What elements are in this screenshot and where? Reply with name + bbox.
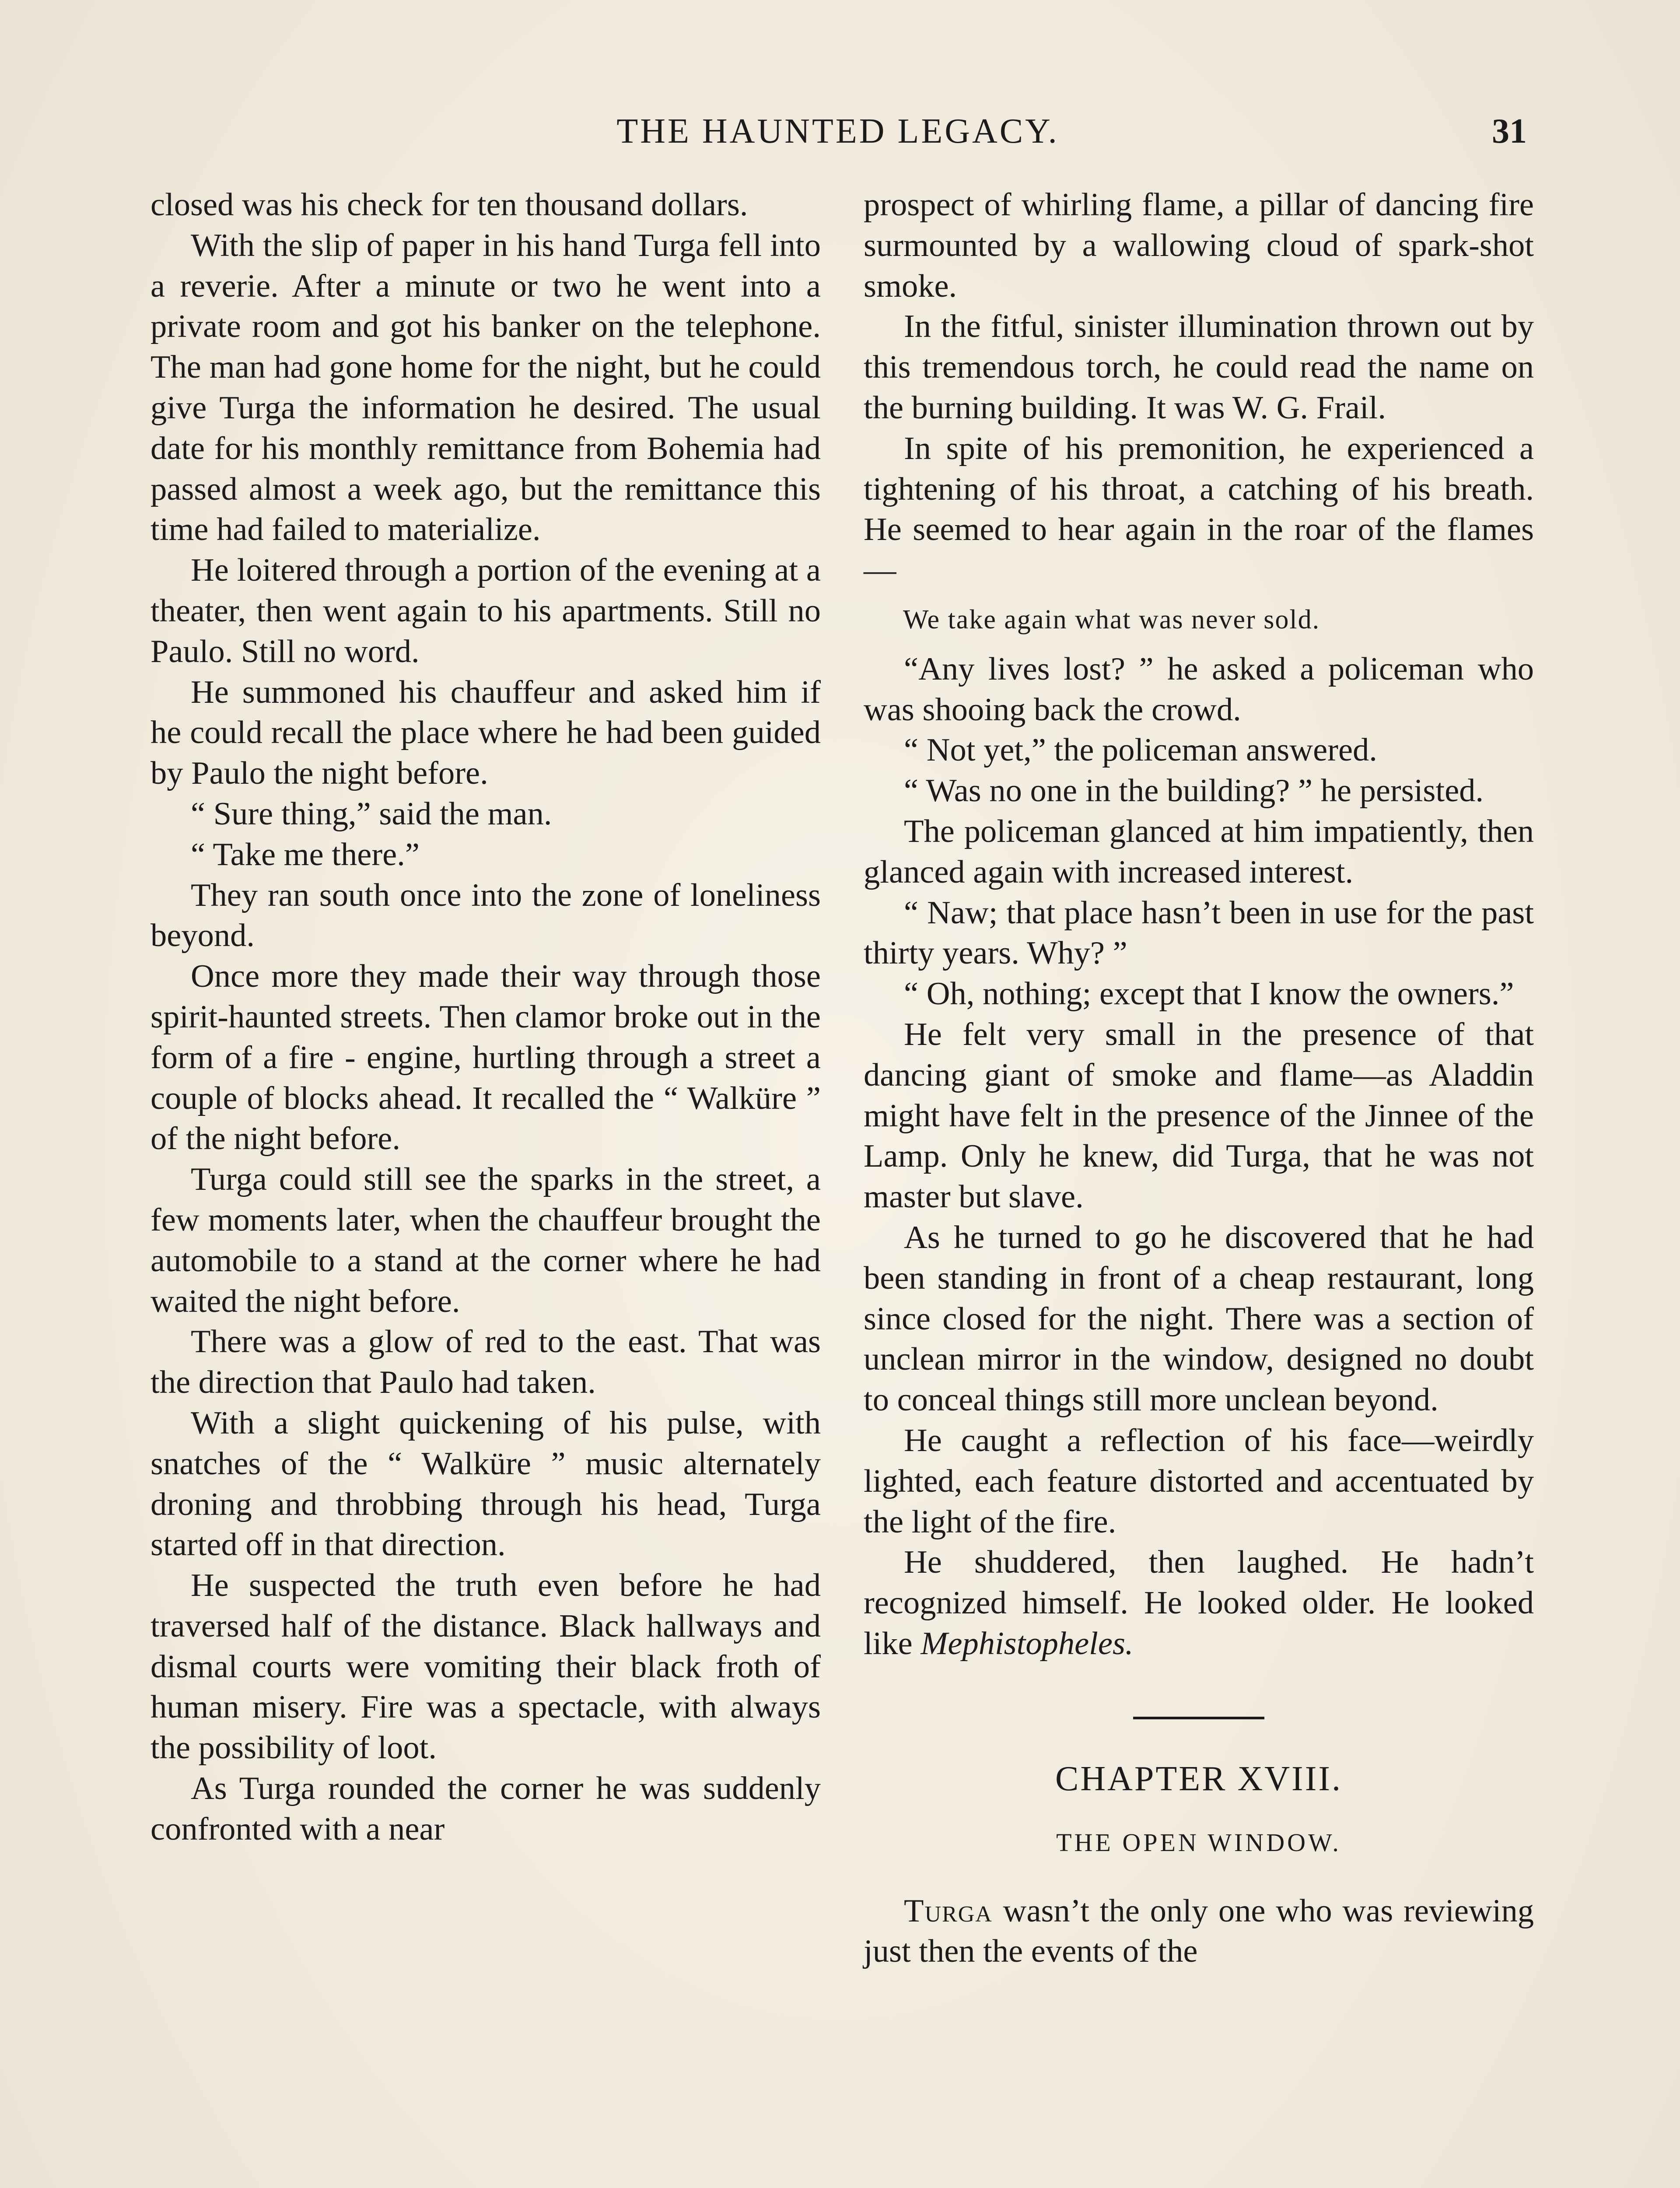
paragraph: He loitered through a portion of the evening at a theater, then went again to his apartments. Still no Paulo. Still no word.	[150, 552, 821, 670]
page-title: THE HAUNTED LEGACY.	[616, 112, 1059, 151]
paragraph: “ Sure thing,” said the man.	[191, 796, 552, 832]
left-column	[150, 185, 821, 1850]
paragraph: He suspected the truth even before he had traversed half of the distance. Black hallways and dismal courts were vomiting their black froth of human misery. Fire was a spectacle, with always the possibility of loot.	[150, 1567, 821, 1766]
paragraph: They ran south once into the zone of loneliness beyond.	[150, 877, 821, 954]
paragraph: He caught a reflection of his face—weirdly lighted, each feature distorted and accentuated by the light of the fire.	[864, 1422, 1534, 1540]
paragraph: With a slight quickening of his pulse, with snatches of the “ Walküre ” music alternately droning and throbbing through his head, Turga started off in that direction.	[150, 1405, 821, 1563]
paragraph	[864, 1542, 1534, 1664]
paragraph: “ Take me there.”	[191, 836, 420, 873]
page-number: 31	[1492, 112, 1527, 151]
paragraph: As Turga rounded the corner he was suddenly confronted with a near	[150, 1771, 821, 1847]
section-divider	[1133, 1717, 1264, 1719]
paragraph: “ Not yet,” the policeman answered.	[904, 732, 1377, 768]
chapter-opening-paragraph	[864, 1891, 1534, 1972]
paragraph-text: wasn’t the only one who was reviewing just then the events of the	[864, 1893, 1534, 1970]
paragraph: In spite of his premonition, he experienced a tightening of his throat, a catching of his breath. He seemed to hear again in the roar of the flames—	[864, 430, 1534, 589]
paragraph: In the fitful, sinister illumination thrown out by this tremendous torch, he could read the name on the burning building. It was W. G. Frail.	[864, 309, 1534, 426]
paragraph: closed was his check for ten thousand dollars.	[150, 187, 748, 223]
right-column	[864, 185, 1534, 1972]
paragraph: He summoned his chauffeur and asked him if he could recall the place where he had been guided by Paulo the night before.	[150, 674, 821, 792]
paragraph: As he turned to go he discovered that he had been standing in front of a cheap restaurant, long since closed for the night. There was a section of unclean mirror in the window, designed no doubt to conceal things still more unclean beyond.	[864, 1219, 1534, 1418]
paragraph: He felt very small in the presence of that dancing giant of smoke and flame—as Aladdin might have felt in the presence of the Jinnee of the Lamp. Only he knew, did Turga, that he was not master but slave.	[864, 1016, 1534, 1215]
chapter-heading: CHAPTER XVIII.	[1055, 1759, 1342, 1798]
running-header	[149, 107, 1527, 155]
paragraph: “ Naw; that place hasn’t been in use for the past thirty years. Why? ”	[864, 894, 1534, 971]
paragraph: With the slip of paper in his hand Turga fell into a reverie. After a minute or two he went into a private room and got his banker on the telephone. The man had gone home for the night, but he could give Turga the information he desired. The usual date for his monthly remittance from Bohemia had passed almost a week ago, but the remittance this time had failed to materialize.	[150, 227, 821, 548]
paragraph: There was a glow of red to the east. That was the direction that Paulo had taken.	[150, 1324, 821, 1401]
paragraph: “Any lives lost? ” he asked a policeman who was shooing back the crowd.	[864, 651, 1534, 728]
paragraph: Once more they made their way through those spirit-haunted streets. Then clamor broke out in the form of a fire - engine, hurtling through a street a couple of blocks ahead. It recalled the “ Walküre ” of the night before.	[150, 958, 821, 1157]
paragraph-text: He shuddered, then laughed. He hadn’t recognized himself. He looked older. He looked like	[864, 1544, 1534, 1662]
opening-word: Turga	[904, 1893, 993, 1929]
paragraph: The policeman glanced at him impatiently, then glanced again with increased interest.	[864, 813, 1534, 890]
paragraph: “ Was no one in the building? ” he persisted.	[904, 773, 1484, 809]
italic-name: Mephistopheles.	[920, 1625, 1134, 1662]
paragraph: Turga could still see the sparks in the street, a few moments later, when the chauffeur brought the automobile to a stand at the corner where he had waited the night before.	[150, 1161, 821, 1319]
quoted-line: We take again what was never sold.	[903, 604, 1320, 635]
paragraph: “ Oh, nothing; except that I know the owners.”	[904, 976, 1514, 1012]
chapter-subtitle: THE OPEN WINDOW.	[1056, 1828, 1341, 1857]
paragraph: prospect of whirling flame, a pillar of dancing fire surmounted by a wallowing cloud of spark-shot smoke.	[864, 187, 1534, 304]
